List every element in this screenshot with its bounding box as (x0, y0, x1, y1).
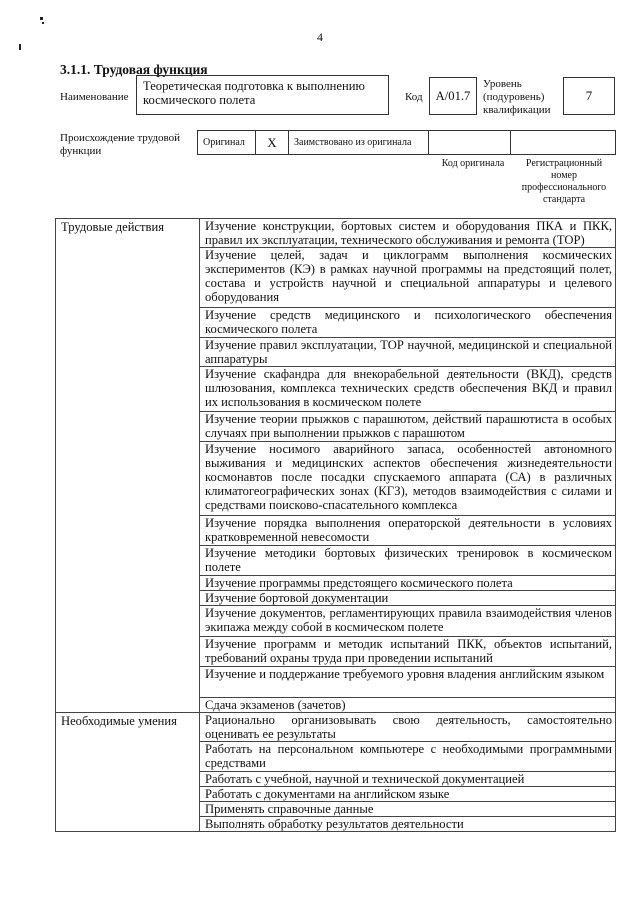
page-number: 4 (317, 30, 323, 44)
labor-action-item: Изучение программ и методик испытаний ПКК, объектов испытаний, требований охраны труда при проведении испытаний (200, 637, 616, 667)
required-skill-item: Работать с документами на английском языке (200, 787, 616, 802)
scan-speck (40, 17, 43, 20)
function-name-value: Теоретическая подготовка к выполнению космического полета (136, 75, 389, 115)
original-code-caption: Код оригинала (441, 158, 505, 169)
section-heading: 3.1.1. Трудовая функция (60, 62, 208, 77)
labor-action-item: Изучение скафандра для внекорабельной деятельности (ВКД), средств шлюзования, комплекса технических средств обеспечения ВКД и правил их использования в космическом полете (200, 367, 616, 412)
origin-label: Происхождение трудовой функции (60, 132, 181, 157)
labor-action-item: Изучение носимого аварийного запаса, особенностей автономного выживания и медицинских аспектов обеспечения жизнедеятельности космонавтов после посадки спускаемого аппарата (СА) в различных климатогеографических зонах (КГЗ), методов взаимодействия с силами и средствами поисково-спасательного комплекса (200, 442, 616, 516)
labor-action-item: Изучение документов, регламентирующих правила взаимодействия членов экипажа между собой в космическом полете (200, 606, 616, 637)
qualification-level-label: Уровень (подуровень) квалификации (483, 78, 551, 116)
code-label: Код (405, 91, 423, 103)
required-skill-item: Рационально организовывать свою деятельность, самостоятельно оценивать ее результаты (200, 713, 616, 742)
required-skill-item: Применять справочные данные (200, 802, 616, 817)
original-label: Оригинал (198, 131, 256, 155)
registration-number-caption: Регистрационный номер профессионального стандарта (521, 158, 607, 205)
labor-action-item: Сдача экзаменов (зачетов) (200, 698, 616, 713)
name-label: Наименование (60, 91, 129, 103)
required-skills-label: Необходимые умения (56, 713, 200, 832)
table-row (56, 713, 616, 742)
required-skill-item: Работать с учебной, научной и технической документацией (200, 772, 616, 787)
labor-action-item: Изучение порядка выполнения операторской деятельности в условиях кратковременной невесомости (200, 516, 616, 546)
labor-action-item: Изучение бортовой документации (200, 591, 616, 606)
qualification-level-value: 7 (563, 77, 615, 115)
labor-actions-label: Трудовые действия (56, 219, 200, 713)
labor-action-item: Изучение программы предстоящего космического полета (200, 576, 616, 591)
labor-action-item: Изучение теории прыжков с парашютом, действий парашютиста в особых случаях при выполнении прыжков с парашютом (200, 412, 616, 442)
labor-action-item: Изучение целей, задач и циклограмм выполнения космических экспериментов (КЭ) в рамках научной программы на предстоящий полет, состава и устройств научной и специальной аппаратуры и целевого оборудования (200, 248, 616, 308)
labor-action-item: Изучение правил эксплуатации, ТОР научной, медицинской и специальной аппаратуры (200, 338, 616, 367)
required-skill-item: Работать на персональном компьютере с необходимыми программными средствами (200, 742, 616, 772)
borrowed-label: Заимствовано из оригинала (289, 131, 429, 155)
function-details-table (55, 218, 616, 832)
labor-action-item: Изучение средств медицинского и психологического обеспечения космического полета (200, 308, 616, 338)
labor-action-item: Изучение методики бортовых физических тренировок в космическом полете (200, 546, 616, 576)
table-row (56, 219, 616, 248)
original-code-cell (429, 131, 511, 155)
registration-number-cell (511, 131, 616, 155)
function-code-value: А/01.7 (429, 77, 477, 115)
scan-speck (42, 22, 44, 24)
labor-action-item: Изучение и поддержание требуемого уровня владения английским языком (200, 667, 616, 698)
origin-table (197, 130, 616, 155)
labor-action-item: Изучение конструкции, бортовых систем и оборудования ПКА и ПКК, правил их эксплуатации, технического обслуживания и ремонта (ТОР) (200, 219, 616, 248)
original-mark: X (256, 131, 289, 155)
required-skill-item: Выполнять обработку результатов деятельности (200, 817, 616, 832)
